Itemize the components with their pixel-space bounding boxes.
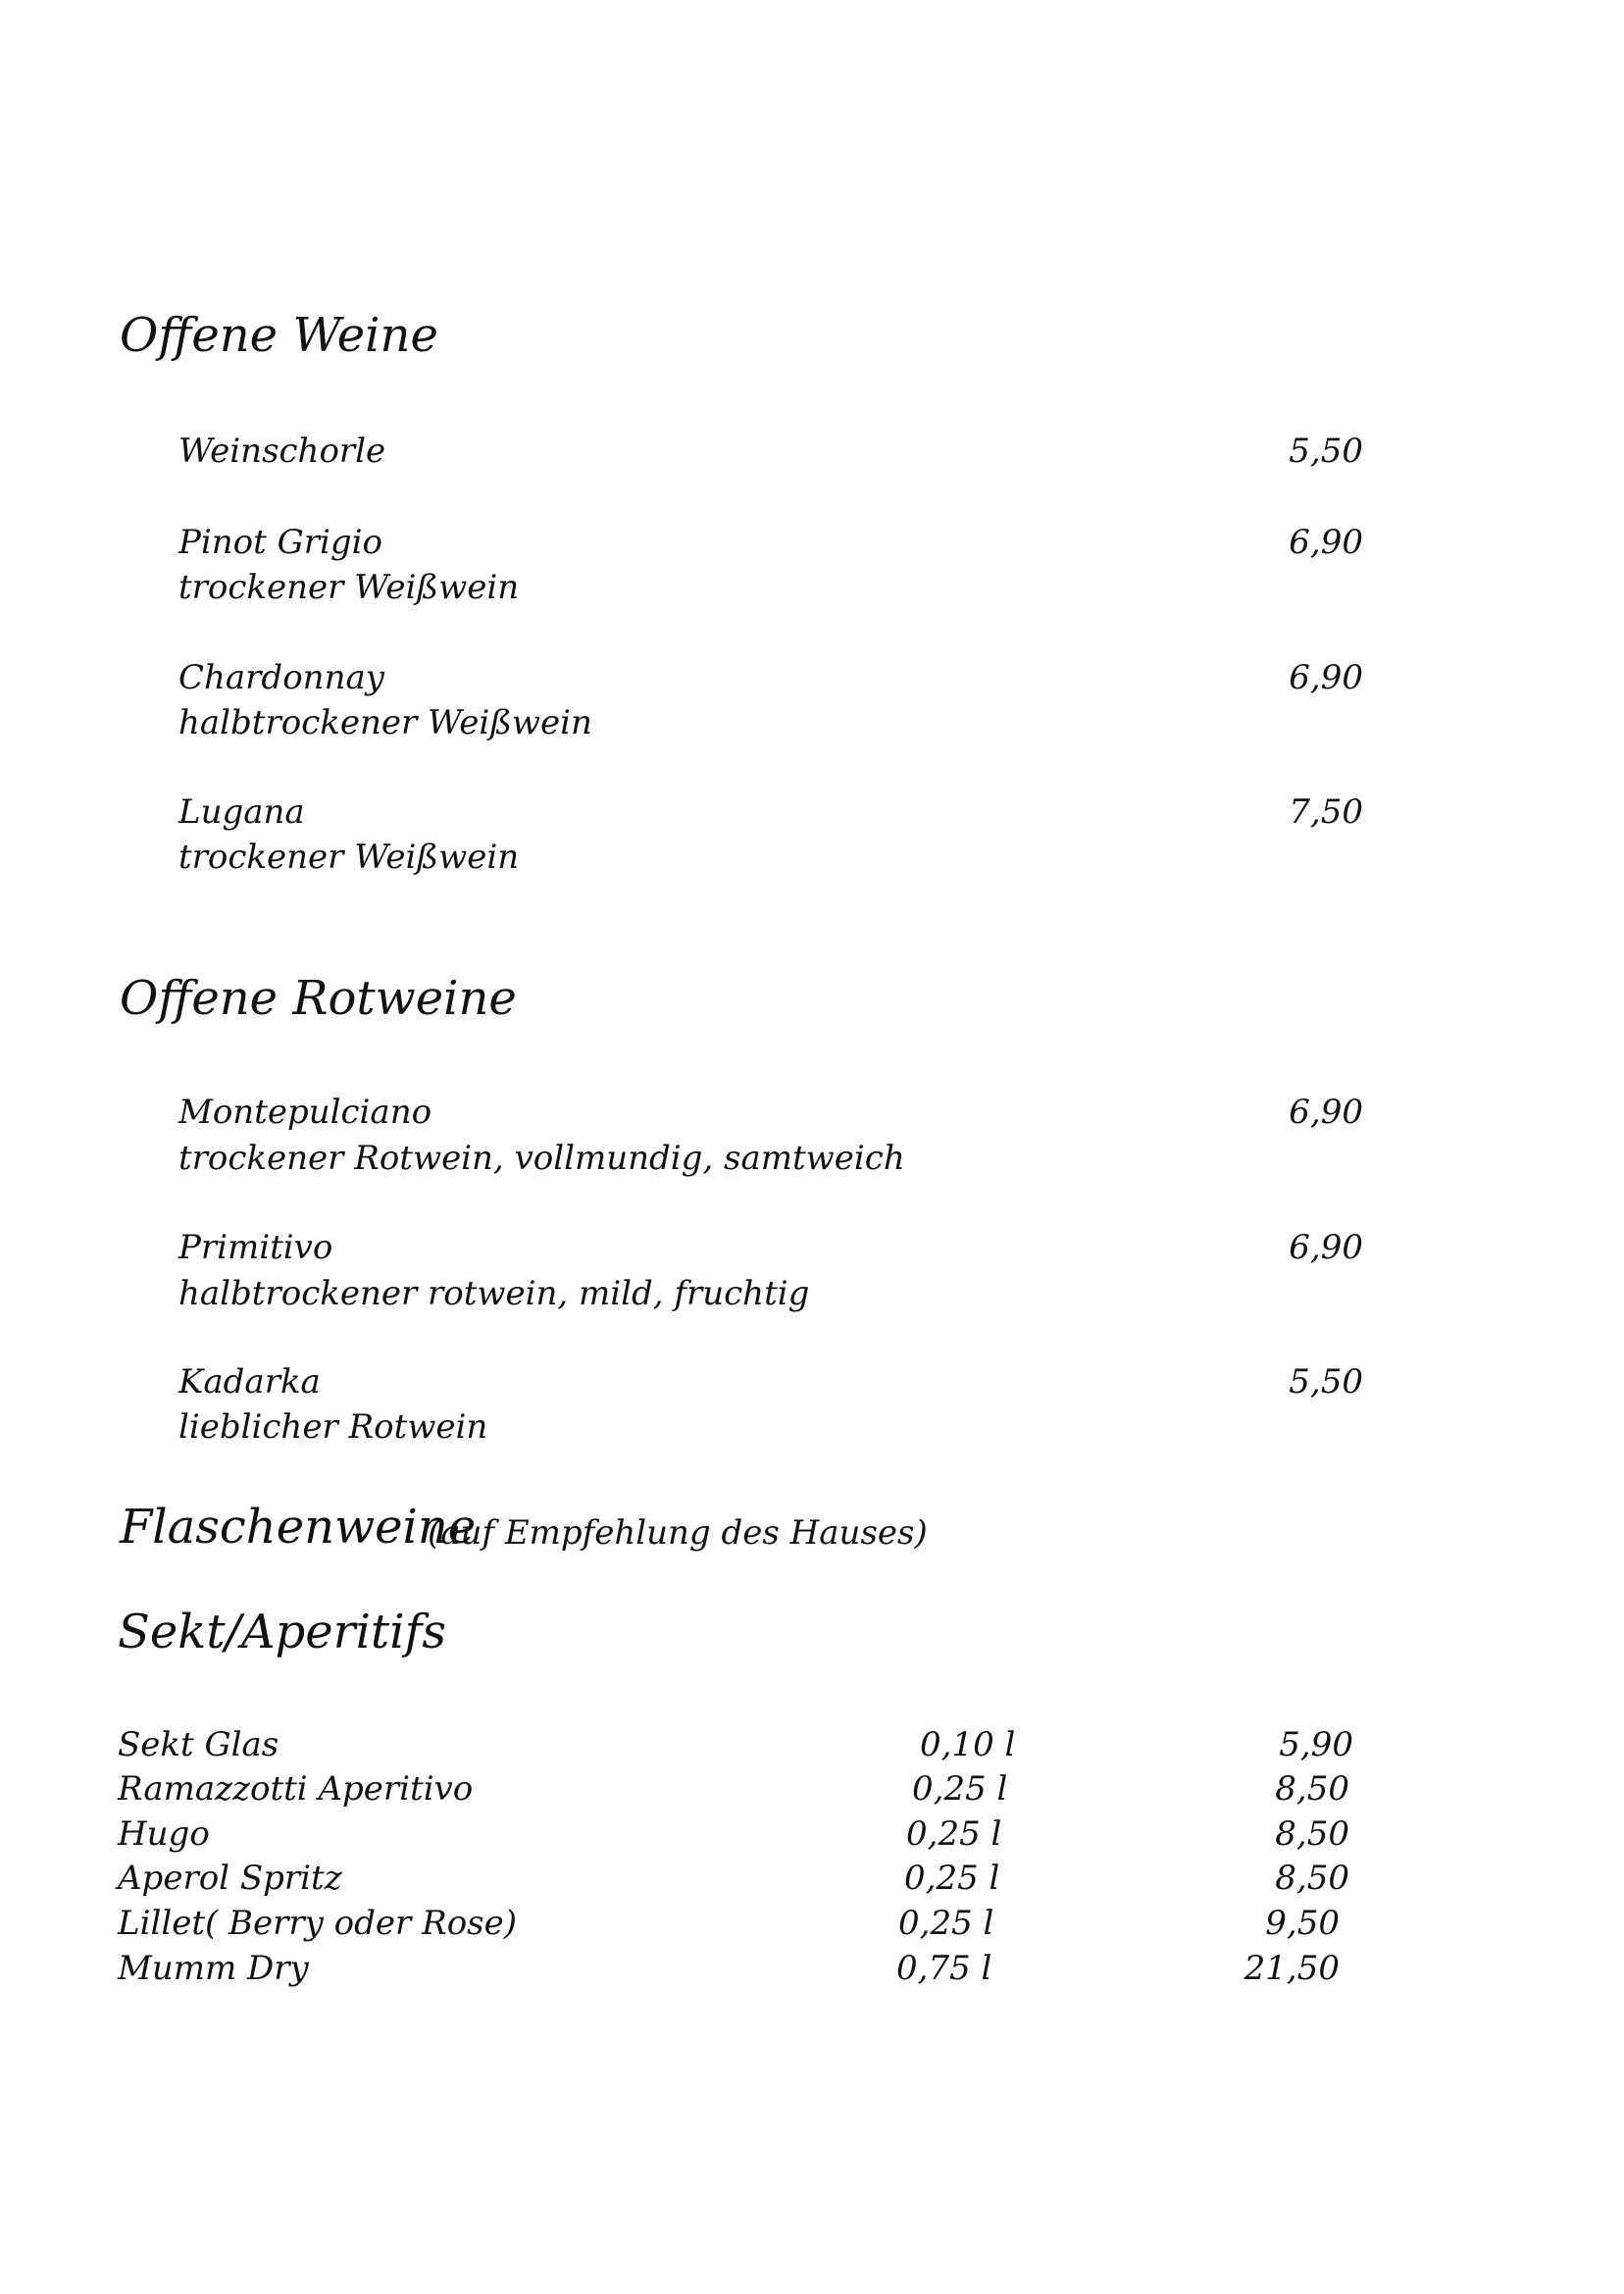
menu-item-price: 5,50 [1289,432,1363,471]
menu-item-price: 8,50 [1275,1814,1349,1854]
menu-item-name: Ramazzotti Aperitivo [118,1769,474,1809]
section-title-sekt-aperitifs: Sekt/Aperitifs [118,1605,446,1659]
menu-item-price: 6,90 [1289,658,1363,697]
menu-item-name: Kadarka [178,1362,321,1402]
menu-item-price: 8,50 [1275,1769,1349,1809]
menu-item-volume: 0,25 l [912,1769,1008,1809]
menu-item-name: Lillet( Berry oder Rose) [118,1904,518,1943]
menu-item-price: 6,90 [1289,1228,1363,1267]
menu-item-description: trockener Weißwein [178,568,520,607]
section-title-offene-rotweine: Offene Rotweine [120,971,517,1026]
section-title-offene-weine: Offene Weine [120,308,438,363]
menu-item-name: Lugana [178,792,305,832]
menu-item-name: Hugo [118,1814,210,1854]
menu-item-price: 6,90 [1289,523,1363,562]
menu-item-volume: 0,25 l [904,1859,1000,1898]
menu-item-name: Weinschorle [178,432,386,471]
menu-item-price: 5,90 [1279,1725,1353,1764]
menu-item-volume: 0,10 l [920,1725,1016,1764]
menu-item-name: Sekt Glas [118,1725,279,1764]
menu-item-name: Montepulciano [178,1093,432,1132]
menu-item-name: Pinot Grigio [178,523,382,562]
section-note: (auf Empfehlung des Hauses) [428,1513,928,1553]
menu-item-name: Mumm Dry [118,1949,309,1988]
menu-item-description: halbtrockener Weißwein [178,703,592,742]
menu-item-price: 5,50 [1289,1362,1363,1402]
menu-item-name: Aperol Spritz [118,1859,342,1898]
menu-item-name: Primitivo [178,1228,333,1267]
menu-item-price: 9,50 [1265,1904,1340,1943]
menu-item-description: halbtrockener rotwein, mild, fruchtig [178,1274,810,1313]
menu-item-volume: 0,25 l [898,1904,994,1943]
menu-item-description: trockener Rotwein, vollmundig, samtweich [178,1139,905,1178]
menu-item-description: trockener Weißwein [178,838,520,877]
menu-item-volume: 0,75 l [896,1949,992,1988]
menu-item-volume: 0,25 l [906,1814,1002,1854]
menu-item-price: 21,50 [1243,1949,1340,1988]
section-title-flaschenweine: Flaschenweine [120,1500,477,1555]
menu-item-price: 8,50 [1275,1859,1349,1898]
menu-item-price: 7,50 [1289,792,1363,832]
menu-item-name: Chardonnay [178,658,384,697]
menu-item-description: lieblicher Rotwein [178,1407,488,1447]
menu-item-price: 6,90 [1289,1093,1363,1132]
